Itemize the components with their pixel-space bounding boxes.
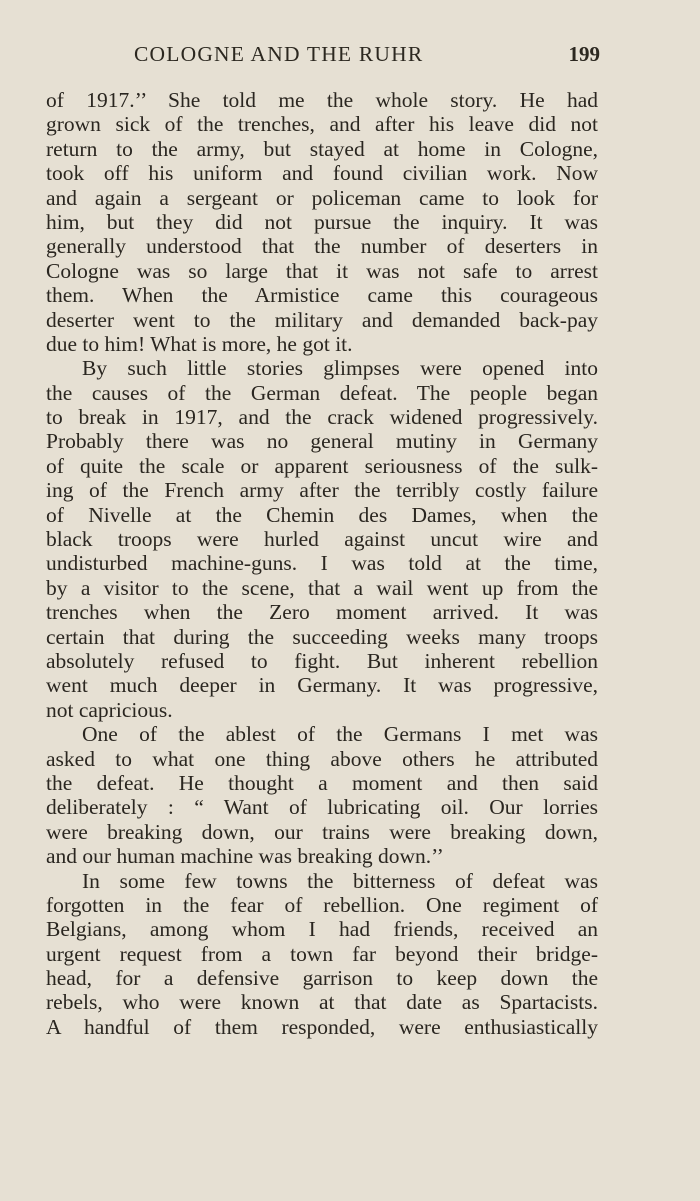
text-line: return to the army, but stayed at home in Cologne, [46, 136, 598, 161]
text-line: deserter went to the military and demanded back-pay [46, 307, 598, 332]
text-line: urgent request from a town far beyond their bridge- [46, 941, 598, 966]
text-line: By such little stories glimpses were opened into [82, 356, 598, 381]
text-line: undisturbed machine-guns. I was told at the time, [46, 551, 598, 576]
running-title: COLOGNE AND THE RUHR [134, 42, 424, 66]
text-line: Cologne was so large that it was not safe to arrest [46, 258, 598, 283]
page-number: 199 [568, 42, 600, 66]
text-line: Belgians, among whom I had friends, received an [46, 917, 598, 942]
page-header [46, 40, 600, 72]
text-line: were breaking down, our trains were breaking down, [46, 819, 598, 844]
text-line: certain that during the succeeding weeks many troops [46, 624, 598, 649]
text-line: him, but they did not pursue the inquiry. It was [46, 209, 598, 234]
text-line: and our human machine was breaking down.’’ [46, 844, 444, 869]
text-line: grown sick of the trenches, and after his leave did not [46, 112, 598, 137]
text-line: deliberately : “ Want of lubricating oil. Our lorries [46, 795, 598, 820]
text-line: went much deeper in Germany. It was progressive, [46, 673, 598, 698]
text-line: by a visitor to the scene, that a wail went up from the [46, 575, 598, 600]
text-line: forgotten in the fear of rebellion. One regiment of [46, 892, 598, 917]
text-line: not capricious. [46, 697, 173, 722]
text-line: them. When the Armistice came this courageous [46, 283, 598, 308]
text-line: took off his uniform and found civilian work. Now [46, 161, 598, 186]
text-line: In some few towns the bitterness of defeat was [82, 868, 598, 893]
text-line: of Nivelle at the Chemin des Dames, when the [46, 502, 598, 527]
text-line: One of the ablest of the Germans I met was [82, 722, 598, 747]
text-line: to break in 1917, and the crack widened progressively. [46, 405, 598, 430]
text-line: black troops were hurled against uncut wire and [46, 527, 598, 552]
text-line: of quite the scale or apparent seriousness of the sulk- [46, 453, 598, 478]
text-line: trenches when the Zero moment arrived. It was [46, 600, 598, 625]
text-line: the causes of the German defeat. The people began [46, 380, 598, 405]
text-line: ing of the French army after the terribly costly failure [46, 478, 598, 503]
text-line: head, for a defensive garrison to keep down the [46, 966, 598, 991]
text-line: Probably there was no general mutiny in Germany [46, 429, 598, 454]
text-line: rebels, who were known at that date as Spartacists. [46, 990, 598, 1015]
text-line: the defeat. He thought a moment and then said [46, 770, 598, 795]
text-line: asked to what one thing above others he attributed [46, 746, 598, 771]
text-line: and again a sergeant or policeman came to look for [46, 185, 598, 210]
text-line: generally understood that the number of deserters in [46, 234, 598, 259]
text-line: of 1917.’’ She told me the whole story. He had [46, 88, 598, 112]
body-text [46, 88, 598, 1039]
text-line: A handful of them responded, were enthusiastically [46, 1014, 598, 1039]
text-line: due to him! What is more, he got it. [46, 331, 353, 356]
text-line: absolutely refused to fight. But inherent rebellion [46, 648, 598, 673]
